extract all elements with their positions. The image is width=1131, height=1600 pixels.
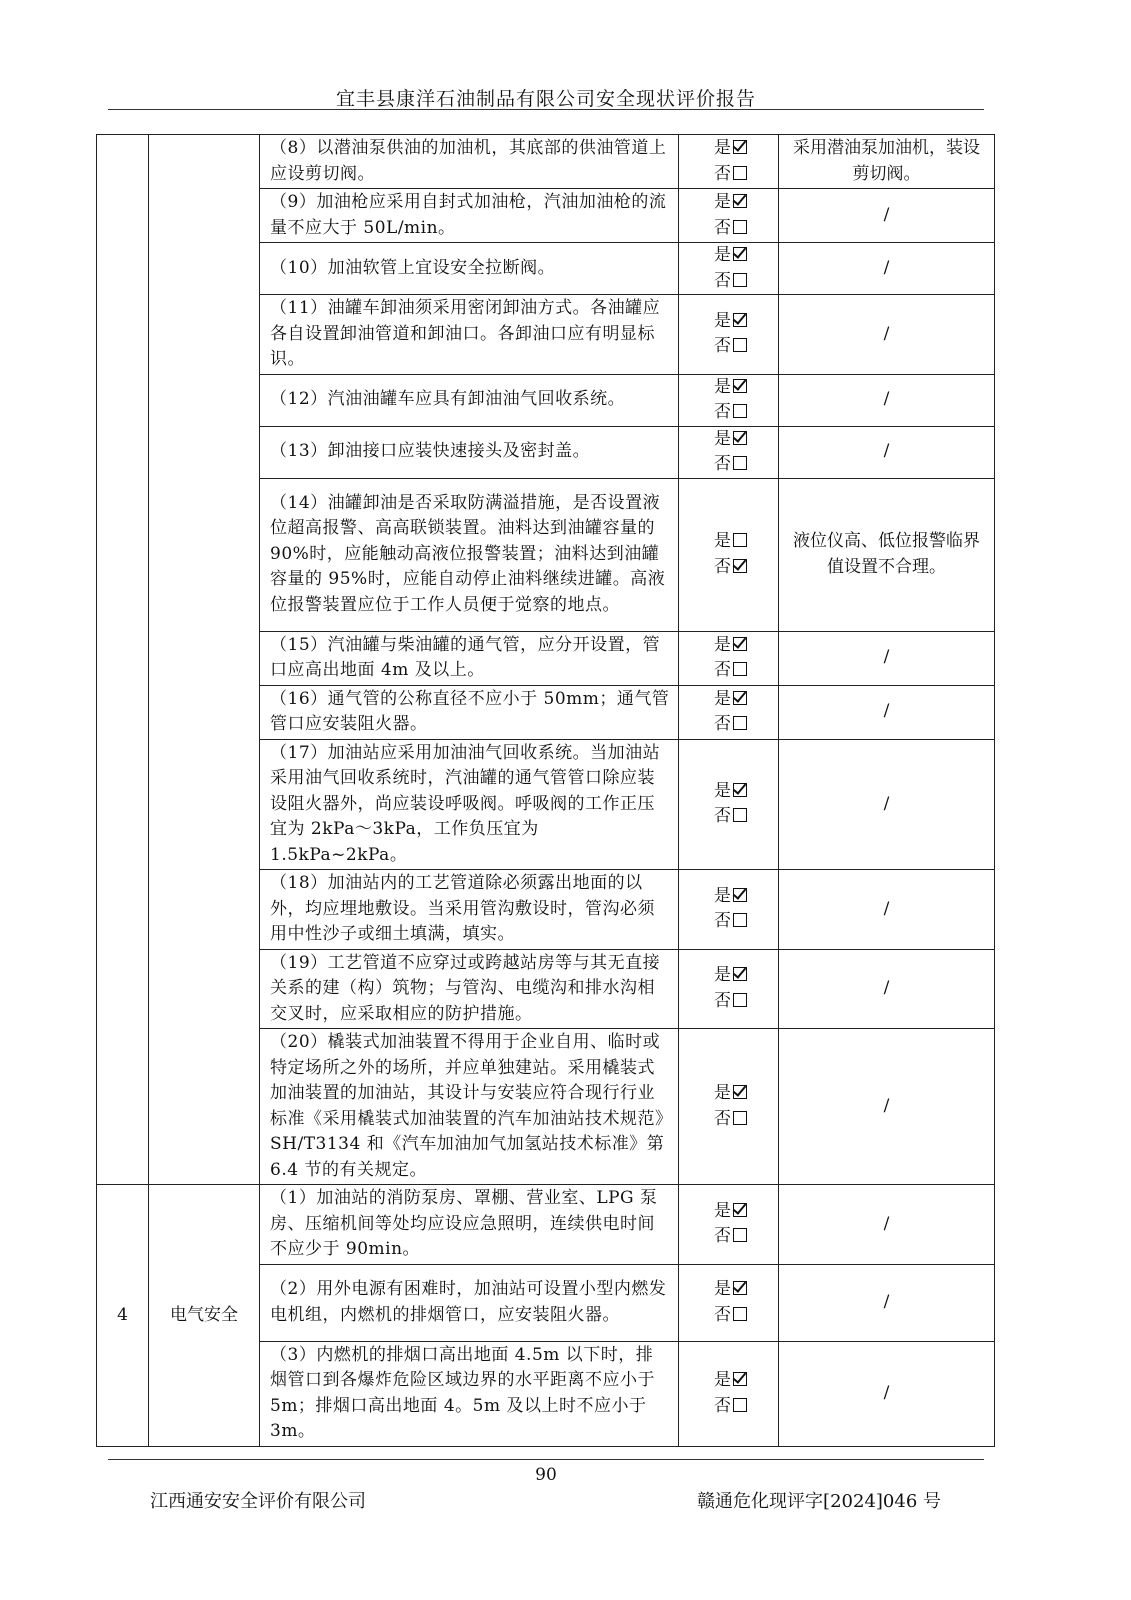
check-cell <box>679 631 779 685</box>
requirement-cell: （10）加油软管上宜设安全拉断阀。 <box>260 243 679 295</box>
check-cell <box>679 374 779 426</box>
checked-checkbox-icon[interactable] <box>733 637 747 651</box>
check-cell <box>679 243 779 295</box>
yes-option <box>683 529 778 555</box>
no-option <box>683 216 778 242</box>
yes-option <box>683 1199 778 1225</box>
no-option-label: 否 <box>714 714 731 734</box>
checked-checkbox-icon[interactable] <box>733 1281 747 1295</box>
unchecked-checkbox-icon[interactable] <box>733 716 747 730</box>
result-cell: / <box>779 1029 995 1185</box>
result-cell: / <box>779 949 995 1029</box>
yes-option <box>683 963 778 989</box>
checked-checkbox-icon[interactable] <box>733 140 747 154</box>
requirement-cell: （3）内燃机的排烟口高出地面 4.5m 以下时，排烟管口到各爆炸危险区域边界的水平距离不应小于 5m；排烟口高出地面 4。5m 及以上时不应小于 3m。 <box>260 1341 679 1446</box>
no-option <box>683 269 778 295</box>
result-cell: 液位仪高、低位报警临界值设置不合理。 <box>779 478 995 631</box>
no-option <box>683 1224 778 1250</box>
unchecked-checkbox-icon[interactable] <box>733 913 747 927</box>
unchecked-checkbox-icon[interactable] <box>733 1307 747 1321</box>
no-option <box>683 1394 778 1420</box>
yes-option <box>683 190 778 216</box>
no-option-label: 否 <box>714 1226 731 1247</box>
footer-rule <box>108 1459 984 1460</box>
yes-option-label: 是 <box>714 310 731 331</box>
unchecked-checkbox-icon[interactable] <box>733 533 747 547</box>
checked-checkbox-icon[interactable] <box>733 313 747 327</box>
unchecked-checkbox-icon[interactable] <box>733 166 747 180</box>
checked-checkbox-icon[interactable] <box>733 194 747 208</box>
yes-option-label: 是 <box>714 885 731 906</box>
result-cell: / <box>779 426 995 478</box>
page-number: 90 <box>535 1465 557 1485</box>
yes-option-label: 是 <box>714 138 731 158</box>
requirement-cell: （9）加油枪应采用自封式加油枪，汽油加油枪的流量不应大于 50L/min。 <box>260 189 679 243</box>
result-cell: / <box>779 374 995 426</box>
unchecked-checkbox-icon[interactable] <box>733 404 747 418</box>
no-option-label: 否 <box>714 990 731 1011</box>
check-cell <box>679 949 779 1029</box>
no-option <box>683 400 778 426</box>
page-header-title: 宜丰县康洋石油制品有限公司安全现状评价报告 <box>335 88 756 110</box>
yes-option <box>683 375 778 401</box>
table-row <box>97 135 995 189</box>
no-option-label: 否 <box>714 454 731 474</box>
no-option <box>683 712 778 738</box>
result-cell: / <box>779 1341 995 1446</box>
checked-checkbox-icon[interactable] <box>733 379 747 393</box>
checked-checkbox-icon[interactable] <box>733 783 747 797</box>
no-option-label: 否 <box>714 270 731 291</box>
check-cell <box>679 739 779 870</box>
no-option-label: 否 <box>714 336 731 357</box>
yes-option-label: 是 <box>714 376 731 397</box>
unchecked-checkbox-icon[interactable] <box>733 993 747 1007</box>
no-option <box>683 334 778 360</box>
yes-option <box>683 1081 778 1107</box>
checked-checkbox-icon[interactable] <box>733 559 747 573</box>
yes-option-label: 是 <box>714 1279 731 1299</box>
result-cell: / <box>779 189 995 243</box>
result-cell: / <box>779 1264 995 1341</box>
requirement-cell: （18）加油站内的工艺管道除必须露出地面的以外，均应埋地敷设。当采用管沟敷设时，管沟必须用中性沙子或细土填满，填实。 <box>260 870 679 950</box>
yes-option-label: 是 <box>714 634 731 655</box>
yes-option <box>683 427 778 453</box>
requirement-cell: （19）工艺管道不应穿过或跨越站房等与其无直接关系的建（构）筑物；与管沟、电缆沟和排水沟相交叉时，应采取相应的防护措施。 <box>260 949 679 1029</box>
no-option-label: 否 <box>714 911 731 932</box>
result-cell: / <box>779 870 995 950</box>
no-option-label: 否 <box>714 1395 731 1416</box>
requirement-cell: （13）卸油接口应装快速接头及密封盖。 <box>260 426 679 478</box>
check-cell <box>679 1264 779 1341</box>
category-cell: 电气安全 <box>149 1185 260 1447</box>
no-option <box>683 658 778 684</box>
requirement-cell: （20）橇装式加油装置不得用于企业自用、临时或特定场所之外的场所，并应单独建站。采用橇装式加油装置的加油站，其设计与安装应符合现行行业标准《采用橇装式加油装置的汽车加油站技术规范》SH/T3134 和《汽车加油加气加氢站技术标准》第 6.4 节的有关规定。 <box>260 1029 679 1185</box>
safety-check-table <box>96 134 995 1447</box>
no-option <box>683 452 778 478</box>
yes-option-label: 是 <box>714 965 731 986</box>
category-cell <box>149 135 260 1185</box>
checked-checkbox-icon[interactable] <box>733 888 747 902</box>
no-option <box>683 1107 778 1133</box>
yes-option-label: 是 <box>714 688 731 709</box>
unchecked-checkbox-icon[interactable] <box>733 456 747 470</box>
no-option-label: 否 <box>714 163 731 184</box>
checked-checkbox-icon[interactable] <box>733 247 747 261</box>
yes-option-label: 是 <box>714 192 731 212</box>
no-option-label: 否 <box>714 1108 731 1129</box>
no-option-label: 否 <box>714 217 731 238</box>
footer-report-number: 赣通危化现评字[2024]046 号 <box>697 1491 941 1512</box>
item-number-cell: 4 <box>97 1185 149 1447</box>
check-cell <box>679 1185 779 1265</box>
no-option-label: 否 <box>714 660 731 680</box>
check-cell <box>679 1341 779 1446</box>
unchecked-checkbox-icon[interactable] <box>733 1228 747 1242</box>
no-option-label: 否 <box>714 556 731 577</box>
no-option <box>683 555 778 581</box>
yes-option <box>683 779 778 805</box>
yes-option <box>683 1368 778 1394</box>
requirement-cell: （11）油罐车卸油须采用密闭卸油方式。各油罐应各自设置卸油管道和卸油口。各卸油口应有明显标识。 <box>260 295 679 375</box>
check-cell <box>679 426 779 478</box>
check-cell <box>679 295 779 375</box>
no-option-label: 否 <box>714 806 731 827</box>
no-option-label: 否 <box>714 1304 731 1325</box>
result-cell: / <box>779 631 995 685</box>
no-option <box>683 804 778 830</box>
table-row <box>97 1185 995 1265</box>
requirement-cell: （2）用外电源有困难时，加油站可设置小型内燃发电机组，内燃机的排烟管口，应安装阻火器。 <box>260 1264 679 1341</box>
unchecked-checkbox-icon[interactable] <box>733 662 747 676</box>
requirement-cell: （8）以潜油泵供油的加油机，其底部的供油管道上应设剪切阀。 <box>260 135 679 189</box>
yes-option-label: 是 <box>714 780 731 801</box>
check-cell <box>679 189 779 243</box>
requirement-cell: （15）汽油罐与柴油罐的通气管，应分开设置，管口应高出地面 4m 及以上。 <box>260 631 679 685</box>
check-cell <box>679 1029 779 1185</box>
yes-option-label: 是 <box>714 428 731 449</box>
no-option <box>683 162 778 188</box>
result-cell: / <box>779 243 995 295</box>
no-option <box>683 909 778 935</box>
yes-option-label: 是 <box>714 1370 731 1390</box>
yes-option-label: 是 <box>714 1200 731 1221</box>
yes-option <box>683 884 778 910</box>
result-cell: / <box>779 1185 995 1265</box>
yes-option <box>683 633 778 659</box>
yes-option-label: 是 <box>714 245 731 265</box>
no-option <box>683 1303 778 1329</box>
check-cell <box>679 478 779 631</box>
footer-company: 江西通安安全评价有限公司 <box>150 1491 366 1512</box>
unchecked-checkbox-icon[interactable] <box>733 220 747 234</box>
check-cell <box>679 870 779 950</box>
no-option <box>683 989 778 1015</box>
yes-option <box>683 1277 778 1303</box>
check-cell <box>679 685 779 739</box>
result-cell: 采用潜油泵加油机，装设剪切阀。 <box>779 135 995 189</box>
checked-checkbox-icon[interactable] <box>733 431 747 445</box>
unchecked-checkbox-icon[interactable] <box>733 273 747 287</box>
yes-option <box>683 687 778 713</box>
checked-checkbox-icon[interactable] <box>733 967 747 981</box>
requirement-cell: （16）通气管的公称直径不应小于 50mm；通气管管口应安装阻火器。 <box>260 685 679 739</box>
no-option-label: 否 <box>714 402 731 422</box>
table-body <box>97 135 995 1447</box>
check-cell <box>679 135 779 189</box>
header-rule <box>108 109 984 110</box>
unchecked-checkbox-icon[interactable] <box>733 1111 747 1125</box>
requirement-cell: （12）汽油油罐车应具有卸油油气回收系统。 <box>260 374 679 426</box>
checked-checkbox-icon[interactable] <box>733 691 747 705</box>
unchecked-checkbox-icon[interactable] <box>733 808 747 822</box>
result-cell: / <box>779 295 995 375</box>
requirement-cell: （17）加油站应采用加油油气回收系统。当加油站采用油气回收系统时，汽油罐的通气管管口除应装设阻火器外，尚应装设呼吸阀。呼吸阀的工作正压宜为 2kPa～3kPa，工作负压宜为 1.5kPa~2kPa。 <box>260 739 679 870</box>
checked-checkbox-icon[interactable] <box>733 1203 747 1217</box>
checked-checkbox-icon[interactable] <box>733 1372 747 1386</box>
result-cell: / <box>779 739 995 870</box>
yes-option <box>683 136 778 162</box>
yes-option <box>683 243 778 269</box>
checked-checkbox-icon[interactable] <box>733 1085 747 1099</box>
result-cell: / <box>779 685 995 739</box>
yes-option-label: 是 <box>714 1083 731 1103</box>
unchecked-checkbox-icon[interactable] <box>733 338 747 352</box>
requirement-cell: （1）加油站的消防泵房、罩棚、营业室、LPG 泵房、压缩机间等处均应设应急照明，连续供电时间不应少于 90min。 <box>260 1185 679 1265</box>
requirement-cell: （14）油罐卸油是否采取防满溢措施，是否设置液位超高报警、高高联锁装置。油料达到油罐容量的 90%时，应能触动高液位报警装置；油料达到油罐容量的 95%时，应能自动停止油料继续进罐。高液位报警装置应位于工作人员便于觉察的地点。 <box>260 478 679 631</box>
yes-option-label: 是 <box>714 531 731 551</box>
item-number-cell <box>97 135 149 1185</box>
unchecked-checkbox-icon[interactable] <box>733 1398 747 1412</box>
yes-option <box>683 309 778 335</box>
